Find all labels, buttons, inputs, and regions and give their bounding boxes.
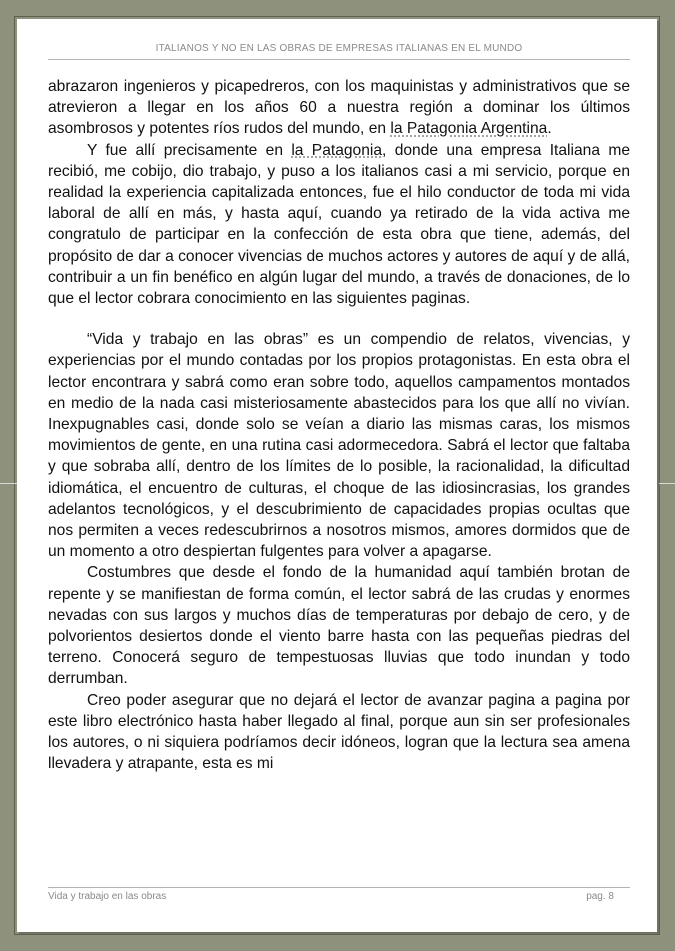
page-number: pag. 8 (586, 891, 614, 902)
paragraph-1-text: abrazaron ingenieros y picapedreros, con los maquinistas y administrativos que se atrevieron a llegar en los años 60 a nuestra región a dominar los últimos asombrosos y potentes ríos rudos del mundo, en (48, 78, 630, 138)
paragraph-4: Costumbres que desde el fondo de la humanidad aquí también brotan de repente y se manifiestan de forma común, el lector sabrá de las crudas y enormes nevadas con sus largos y muchos días de temperaturas por debajo de cero, y de polvorientos desiertos donde el viento barre hasta con las pequeñas piedras del terreno. Conocerá seguro de tempestuosas lluvias que todo inundan y todo derrumban. (48, 564, 630, 688)
footer-book-title: Vida y trabajo en las obras (48, 891, 167, 902)
running-footer (48, 887, 630, 902)
patagonia-argentina-link[interactable]: la Patagonia Argentina (390, 120, 548, 138)
paragraph-3: “Vida y trabajo en las obras” es un compendio de relatos, vivencias, y experiencias por el mundo contadas por los propios protagonistas. En esta obra el lector encontrara y sabrá como eran sobre todo, aquellos campamentos montados en medio de la nada casi misteriosamente abastecidos para los que allí no vivían. Inexpugnables casi, donde solo se veían a diario las mismas caras, los mismos movimientos de gente, en una rutina casi adormecedora. Sabrá el lector que faltaba y que sobraba allí, dentro de los límites de lo posible, la racionalidad, la dificultad idiomática, el encuentro de culturas, el choque de las idiosincrasias, los grandes adelantos tecnológicos, y el descubrimiento de capacidades propias ocultas que nos permiten a veces redescubrirnos a nosotros mismos, amores dormidos que de un momento a otro despiertan fulgentes para volver a apagarse. (48, 331, 630, 561)
paragraph-2 (48, 140, 630, 310)
paragraph-2-rest: , donde una empresa Italiana me recibió, me cobijo, dio trabajo, y puso a los italianos casi a mi servicio, porque en realidad la experiencia capitalizada entonces, fue el hilo conductor de toda mi vida laboral de allí en más, y hasta aquí, cuando ya retirado de la vida activa me congratulo de participar en la confección de esta obra que tiene, además, del propósito de dar a conocer vivencias de muchos actores y autores de aquí y de allá, contribuir a un fin benéfico en algún lugar del mundo, a través de donaciones, de lo que el lector cobrara conocimiento en las siguientes paginas. (48, 141, 630, 308)
paragraph-1 (48, 76, 630, 140)
body-text (48, 76, 630, 775)
paragraph-1-end: . (547, 120, 552, 138)
patagonia-link[interactable]: la Patagonia (291, 141, 383, 159)
paragraph-2-start: Y fue allí precisamente en (87, 141, 292, 159)
running-header: ITALIANOS Y NO EN LAS OBRAS DE EMPRESAS ITALIANAS EN EL MUNDO (48, 43, 630, 60)
paragraph-5: Creo poder asegurar que no dejará el lector de avanzar pagina a pagina por este libro electrónico hasta haber llegado al final, porque aun sin ser profesionales los autores, o ni siquiera podríamos decir idóneos, logran que la lectura sea amena llevadera y atrapante, esta es mi (48, 691, 630, 773)
crop-mark-right (655, 483, 675, 484)
document-page (17, 19, 657, 932)
